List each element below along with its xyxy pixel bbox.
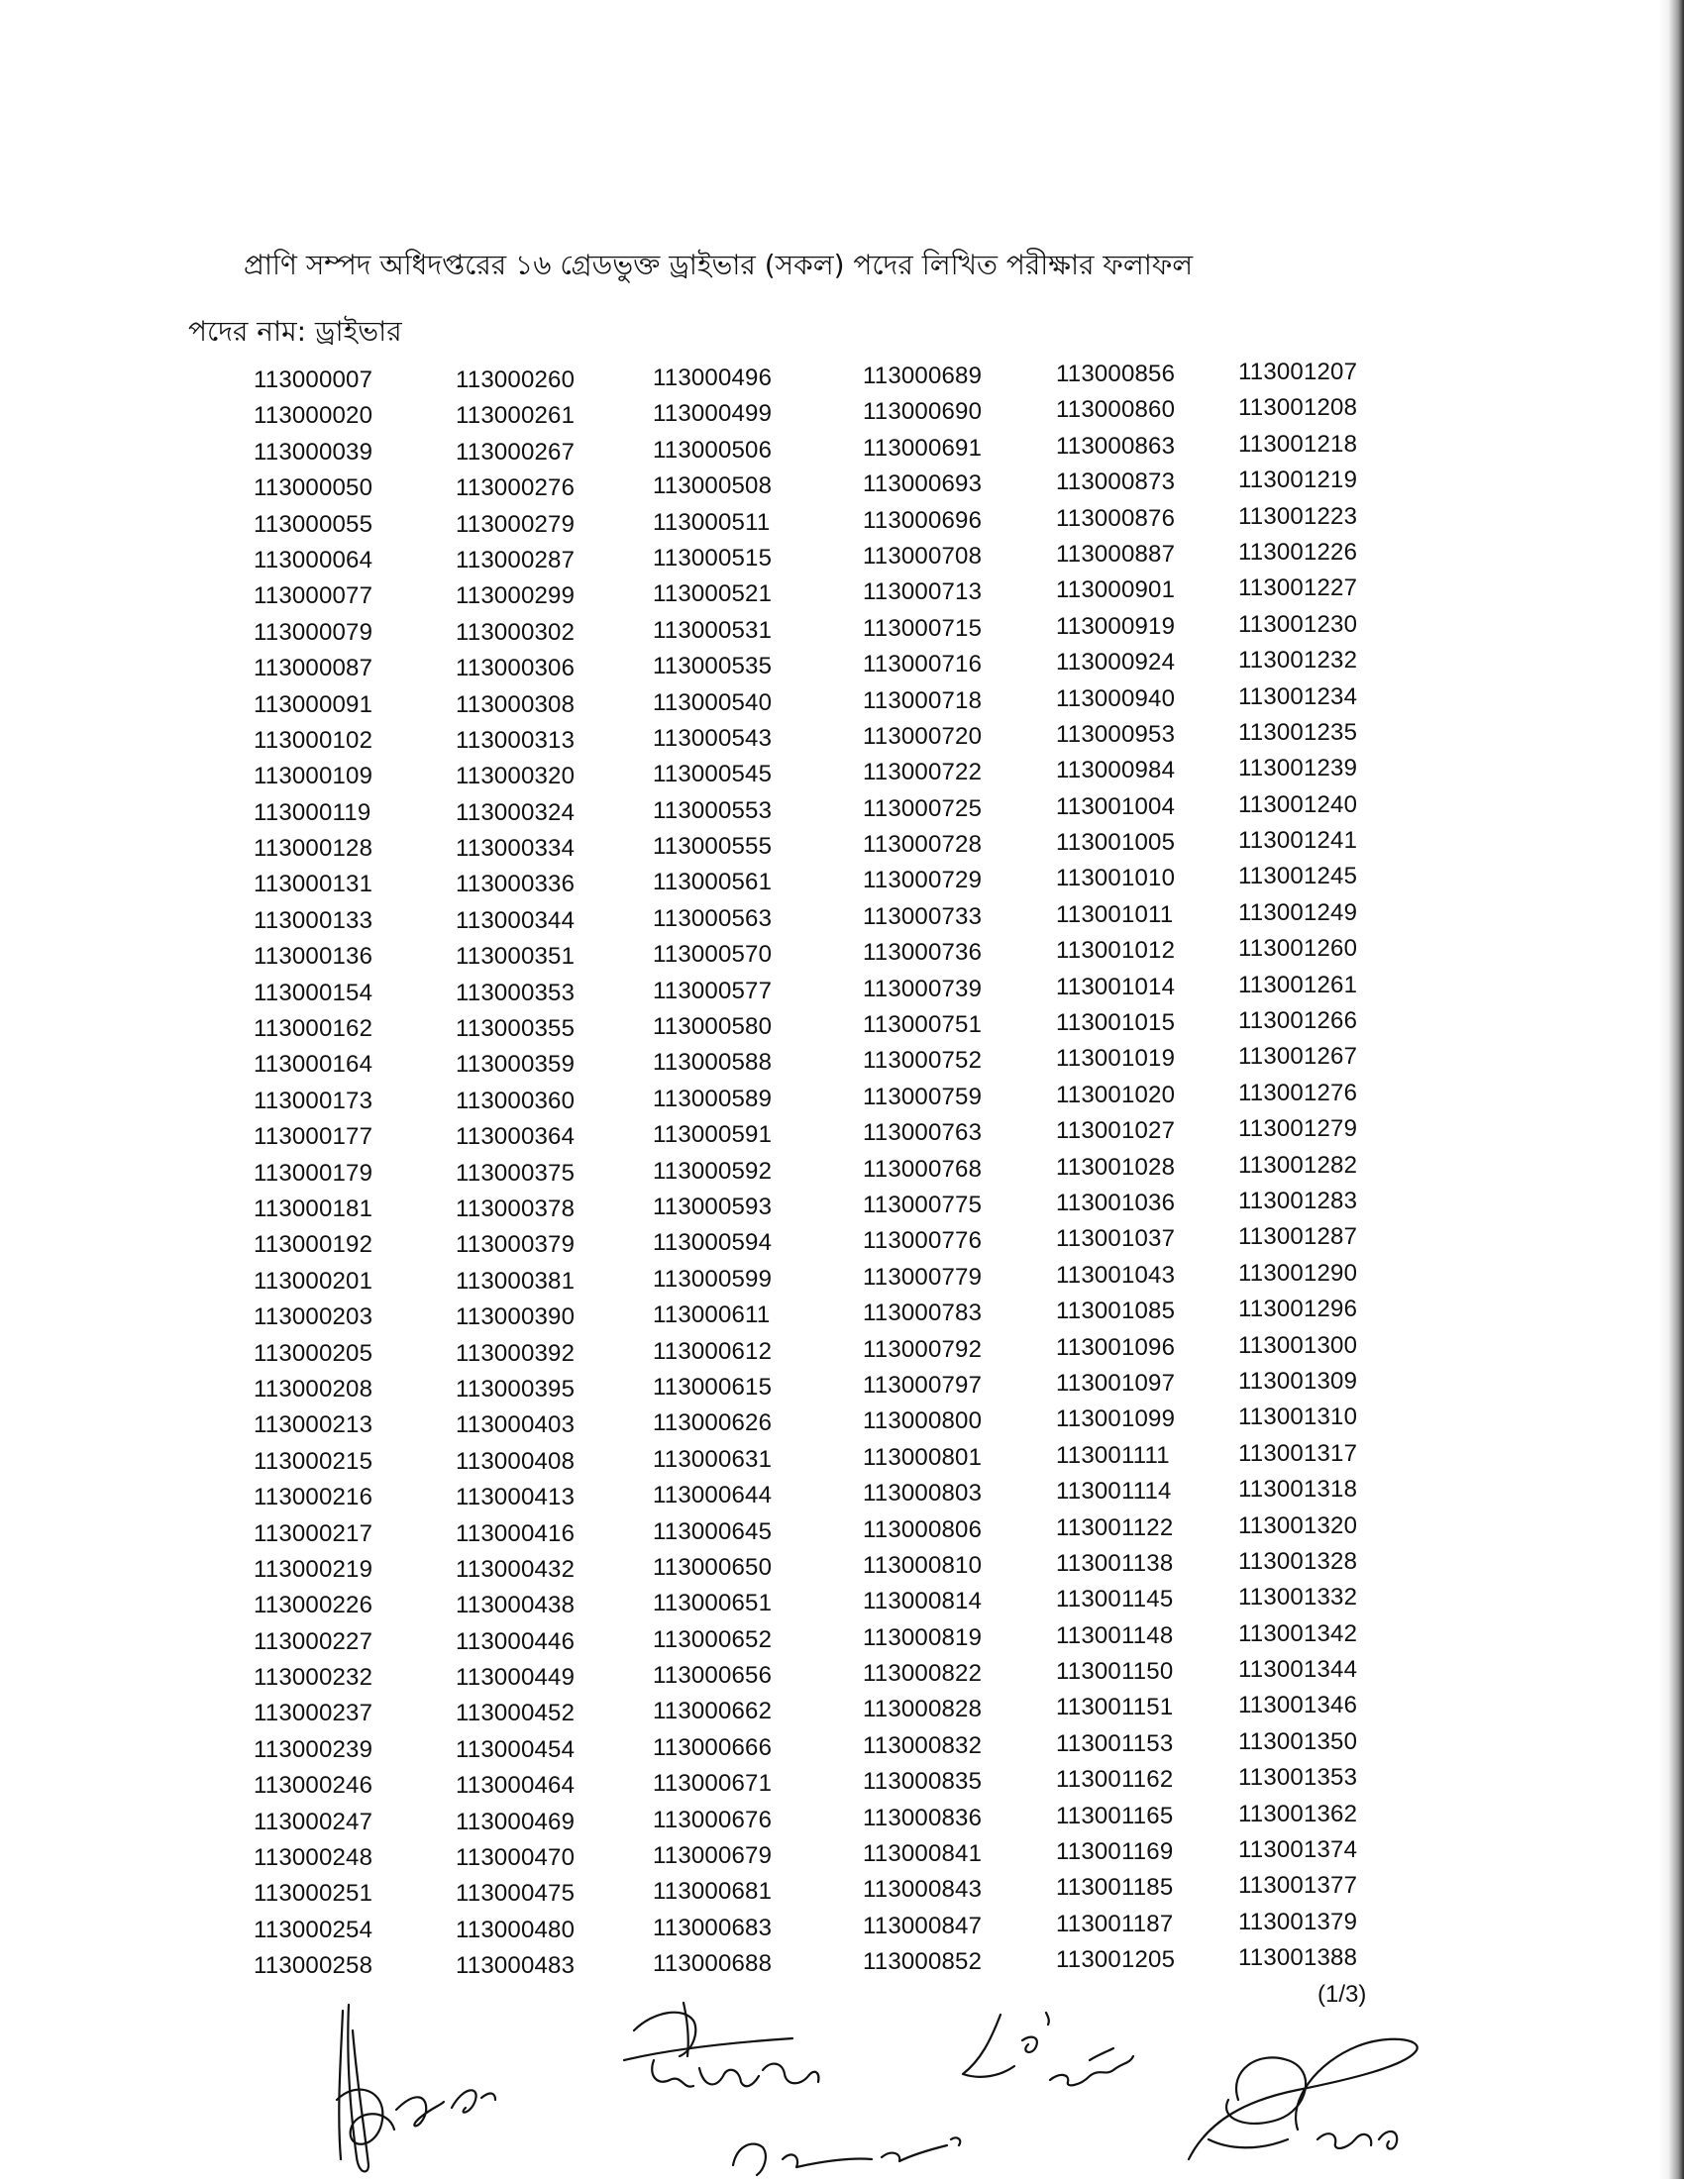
roll-number-cell: 113000683 (653, 1914, 773, 1941)
roll-number-table (254, 359, 1397, 1985)
roll-number-cell: 113001374 (1238, 1836, 1358, 1864)
roll-number-cell: 113000336 (456, 871, 576, 898)
roll-number-cell: 113001318 (1238, 1476, 1358, 1504)
roll-number-cell: 113000181 (254, 1195, 373, 1222)
roll-number-cell: 113000819 (863, 1623, 983, 1651)
scan-page-edge (1658, 0, 1684, 2179)
roll-number-cell: 113001219 (1238, 467, 1358, 494)
roll-number-cell: 113000580 (653, 1013, 773, 1041)
roll-number-cell: 113000313 (456, 726, 576, 754)
roll-number-cell: 113000718 (863, 686, 983, 714)
roll-number-cell: 113001145 (1056, 1586, 1174, 1613)
roll-number-cell: 113000164 (254, 1051, 373, 1079)
roll-number-cell: 113001353 (1238, 1764, 1358, 1792)
roll-number-cell: 113000688 (653, 1950, 773, 1978)
roll-number-cell: 113000644 (653, 1482, 773, 1509)
roll-number-cell: 113000984 (1056, 757, 1176, 784)
roll-number-cell: 113001245 (1238, 863, 1358, 890)
roll-number-cell: 113001317 (1238, 1439, 1358, 1467)
roll-number-cell: 113000246 (254, 1772, 373, 1800)
roll-number-cell: 113000612 (653, 1337, 773, 1365)
roll-number-cell: 113000588 (653, 1049, 773, 1077)
roll-number-cell: 113000258 (254, 1952, 373, 1980)
roll-number-cell: 113000237 (254, 1700, 373, 1727)
roll-number-cell: 113000797 (863, 1371, 983, 1399)
roll-number-cell: 113000203 (254, 1303, 373, 1331)
roll-number-cell: 113000267 (456, 438, 576, 466)
roll-number-cell: 113000216 (254, 1484, 373, 1511)
roll-number-cell: 113000591 (653, 1121, 773, 1149)
roll-number-cell: 113000351 (456, 943, 576, 971)
roll-number-cell: 113000733 (863, 902, 983, 930)
roll-column-6 (1238, 355, 1397, 1985)
roll-number-cell: 113000020 (254, 402, 373, 430)
roll-number-cell: 113000109 (254, 763, 373, 790)
roll-number-cell: 113000800 (863, 1407, 983, 1435)
roll-number-cell: 113000432 (456, 1555, 576, 1583)
roll-number-cell: 113000662 (653, 1698, 773, 1725)
roll-number-cell: 113001320 (1238, 1511, 1358, 1539)
roll-number-cell: 113000589 (653, 1085, 773, 1112)
roll-number-cell: 113001010 (1056, 865, 1176, 892)
roll-number-cell: 113000408 (456, 1447, 576, 1475)
post-name-label: পদের নাম: (188, 315, 307, 348)
roll-number-cell: 113000261 (456, 402, 576, 430)
roll-number-cell: 113000499 (653, 400, 773, 428)
roll-number-cell: 113001266 (1238, 1007, 1358, 1035)
roll-number-cell: 113000179 (254, 1159, 373, 1187)
roll-number-cell: 113000728 (863, 831, 983, 859)
roll-column-3 (653, 361, 863, 1985)
roll-number-cell: 113000792 (863, 1335, 983, 1363)
roll-number-cell: 113001287 (1238, 1223, 1358, 1251)
roll-number-cell: 113000713 (863, 578, 983, 606)
roll-number-cell: 113000128 (254, 835, 373, 863)
roll-number-cell: 113000133 (254, 906, 373, 934)
roll-number-cell: 113000173 (254, 1087, 373, 1114)
roll-number-cell: 113001350 (1238, 1727, 1358, 1755)
roll-number-cell: 113000007 (254, 366, 373, 393)
roll-number-cell: 113000344 (456, 906, 576, 934)
roll-number-cell: 113000563 (653, 904, 773, 932)
roll-number-cell: 113001165 (1056, 1802, 1174, 1829)
roll-number-cell: 113000162 (254, 1015, 373, 1043)
roll-number-cell: 113001240 (1238, 790, 1358, 818)
roll-number-cell: 113000873 (1056, 468, 1176, 496)
roll-number-cell: 113001185 (1056, 1874, 1174, 1902)
roll-number-cell: 113000390 (456, 1303, 576, 1331)
roll-number-cell: 113000201 (254, 1267, 373, 1295)
roll-number-cell: 113001227 (1238, 574, 1358, 602)
roll-number-cell: 113000656 (653, 1662, 773, 1690)
roll-number-cell: 113001036 (1056, 1189, 1176, 1216)
roll-number-cell: 113001019 (1056, 1045, 1176, 1073)
roll-number-cell: 113000464 (456, 1772, 576, 1800)
roll-number-cell: 113000822 (863, 1660, 983, 1688)
roll-number-cell: 113000776 (863, 1227, 983, 1255)
roll-number-cell: 113001290 (1238, 1259, 1358, 1287)
roll-number-cell: 113001151 (1056, 1694, 1174, 1721)
roll-number-cell: 113000561 (653, 869, 773, 896)
roll-number-cell: 113001005 (1056, 829, 1176, 857)
roll-number-cell: 113000260 (456, 366, 576, 393)
roll-number-cell: 113000953 (1056, 720, 1176, 748)
roll-number-cell: 113001037 (1056, 1225, 1176, 1253)
roll-number-cell: 113000375 (456, 1159, 576, 1187)
roll-number-cell: 113000651 (653, 1590, 773, 1617)
roll-number-cell: 113001011 (1056, 900, 1174, 928)
roll-number-cell: 113000570 (653, 941, 773, 969)
roll-number-cell: 113001187 (1056, 1910, 1174, 1937)
roll-number-cell: 113001169 (1056, 1838, 1174, 1866)
roll-number-cell: 113001388 (1238, 1944, 1358, 1972)
roll-number-cell: 113001207 (1238, 359, 1358, 385)
roll-number-cell: 113000213 (254, 1411, 373, 1439)
roll-number-cell: 113001230 (1238, 610, 1358, 638)
roll-number-cell: 113000715 (863, 614, 983, 642)
roll-number-cell: 113000287 (456, 546, 576, 573)
roll-number-cell: 113000050 (254, 474, 373, 502)
roll-number-cell: 113000483 (456, 1952, 576, 1980)
roll-number-cell: 113001379 (1238, 1908, 1358, 1935)
roll-number-cell: 113001310 (1238, 1404, 1358, 1431)
signature-area (0, 1991, 1684, 2179)
roll-number-cell: 113001148 (1056, 1621, 1174, 1649)
roll-number-cell: 113000535 (653, 653, 773, 680)
roll-number-cell: 113000496 (653, 364, 773, 391)
roll-number-cell: 113001282 (1238, 1151, 1358, 1179)
roll-number-cell: 113000860 (1056, 396, 1176, 424)
roll-number-cell: 113000131 (254, 871, 373, 898)
roll-number-cell: 113000843 (863, 1876, 983, 1904)
roll-number-cell: 113000449 (456, 1664, 576, 1692)
roll-number-cell: 113000577 (653, 977, 773, 1004)
roll-number-cell: 113001223 (1238, 502, 1358, 530)
roll-number-cell: 113000814 (863, 1588, 983, 1615)
roll-number-cell: 113000177 (254, 1123, 373, 1151)
roll-number-cell: 113000555 (653, 833, 773, 861)
roll-number-cell: 113000736 (863, 939, 983, 967)
roll-number-cell: 113001099 (1056, 1405, 1176, 1433)
roll-number-cell: 113000192 (254, 1231, 373, 1259)
roll-number-cell: 113000308 (456, 690, 576, 718)
roll-number-cell: 113000599 (653, 1265, 773, 1293)
roll-number-cell: 113000227 (254, 1627, 373, 1655)
roll-number-cell: 113001138 (1056, 1549, 1174, 1577)
roll-number-cell: 113001218 (1238, 430, 1358, 458)
roll-number-cell: 113000901 (1056, 576, 1176, 604)
roll-number-cell: 113000279 (456, 510, 576, 538)
roll-number-cell: 113000716 (863, 651, 983, 678)
roll-number-cell: 113000679 (653, 1842, 773, 1870)
roll-number-cell: 113001239 (1238, 755, 1358, 782)
roll-number-cell: 113001377 (1238, 1872, 1358, 1900)
roll-number-cell: 113001153 (1056, 1729, 1174, 1757)
roll-number-cell: 113000836 (863, 1804, 983, 1831)
roll-number-cell: 113000452 (456, 1700, 576, 1727)
roll-number-cell: 113000887 (1056, 540, 1176, 568)
roll-number-cell: 113000531 (653, 616, 773, 644)
roll-number-cell: 113001235 (1238, 718, 1358, 746)
roll-number-cell: 113000631 (653, 1445, 773, 1473)
roll-number-cell: 113000395 (456, 1375, 576, 1403)
roll-number-cell: 113000469 (456, 1808, 576, 1835)
roll-number-cell: 113000810 (863, 1551, 983, 1579)
roll-number-cell: 113000515 (653, 544, 773, 572)
roll-number-cell: 113000779 (863, 1263, 983, 1291)
document-title: প্রাণি সম্পদ অধিদপ্তরের ১৬ গ্রেডভুক্ত ড্রাইভার (সকল) পদের লিখিত পরীক্ষার ফলাফল (244, 249, 1194, 281)
roll-number-cell: 113000403 (456, 1411, 576, 1439)
page-indicator: (1/3) (1317, 1981, 1367, 2008)
roll-number-cell: 113000652 (653, 1625, 773, 1653)
roll-number-cell: 113000768 (863, 1155, 983, 1183)
roll-number-cell: 113000708 (863, 542, 983, 570)
roll-number-cell: 113000324 (456, 798, 576, 826)
roll-number-cell: 113001249 (1238, 898, 1358, 926)
roll-number-cell: 113000801 (863, 1443, 983, 1471)
roll-number-cell: 113001261 (1238, 971, 1358, 998)
roll-number-cell: 113000725 (863, 794, 983, 822)
roll-number-cell: 113000215 (254, 1447, 373, 1475)
roll-number-cell: 113000611 (653, 1301, 771, 1329)
roll-number-cell: 113000219 (254, 1555, 373, 1583)
roll-number-cell: 113000751 (863, 1011, 983, 1039)
roll-number-cell: 113001015 (1056, 1009, 1176, 1037)
roll-number-cell: 113000615 (653, 1373, 773, 1401)
roll-number-cell: 113000039 (254, 438, 373, 466)
roll-number-cell: 113000364 (456, 1123, 576, 1151)
roll-number-cell: 113001111 (1056, 1441, 1170, 1469)
roll-number-cell: 113000832 (863, 1731, 983, 1759)
roll-number-cell: 113000592 (653, 1157, 773, 1185)
roll-number-cell: 113000154 (254, 979, 373, 1006)
roll-number-cell: 113000545 (653, 761, 773, 788)
roll-number-cell: 113001085 (1056, 1298, 1176, 1325)
roll-number-cell: 113000136 (254, 943, 373, 971)
post-name-value: ড্রাইভার (315, 315, 402, 348)
roll-number-cell: 113000251 (254, 1880, 373, 1908)
signature-3 (963, 2013, 1133, 2085)
roll-number-cell: 113001012 (1056, 937, 1176, 965)
roll-number-cell: 113001342 (1238, 1619, 1358, 1647)
roll-number-cell: 113000739 (863, 975, 983, 1002)
roll-column-1 (254, 363, 456, 1985)
roll-number-cell: 113000521 (653, 580, 773, 608)
roll-number-cell: 113001279 (1238, 1115, 1358, 1143)
roll-number-cell: 113001226 (1238, 538, 1358, 566)
roll-number-cell: 113000205 (254, 1339, 373, 1367)
roll-number-cell: 113000359 (456, 1051, 576, 1079)
roll-number-cell: 113001232 (1238, 647, 1358, 675)
roll-column-2 (456, 363, 653, 1985)
signature-4 (733, 2137, 960, 2175)
roll-number-cell: 113001296 (1238, 1296, 1358, 1323)
roll-number-cell: 113001309 (1238, 1367, 1358, 1395)
roll-number-cell: 113001028 (1056, 1153, 1176, 1181)
roll-number-cell: 113000355 (456, 1015, 576, 1043)
roll-number-cell: 113001276 (1238, 1079, 1358, 1106)
roll-number-cell: 113000306 (456, 655, 576, 682)
roll-number-cell: 113001267 (1238, 1043, 1358, 1071)
roll-number-cell: 113000299 (456, 582, 576, 610)
roll-number-cell: 113000720 (863, 722, 983, 750)
roll-number-cell: 113000102 (254, 726, 373, 754)
roll-number-cell: 113000392 (456, 1339, 576, 1367)
roll-number-cell: 113000691 (863, 434, 983, 462)
roll-number-cell: 113000666 (653, 1733, 773, 1761)
roll-number-cell: 113000454 (456, 1735, 576, 1763)
roll-number-cell: 113000232 (254, 1664, 373, 1692)
roll-number-cell: 113000722 (863, 759, 983, 786)
roll-number-cell: 113000208 (254, 1375, 373, 1403)
roll-column-5 (1056, 357, 1238, 1985)
roll-number-cell: 113001122 (1056, 1513, 1174, 1541)
roll-number-cell: 113001328 (1238, 1547, 1358, 1575)
roll-number-cell: 113000835 (863, 1768, 983, 1796)
signatures-drawing (0, 1991, 1684, 2179)
signature-2 (624, 2003, 818, 2087)
roll-number-cell: 113001014 (1056, 973, 1176, 1000)
signature-5 (1189, 2039, 1418, 2159)
roll-number-cell: 113000689 (863, 363, 983, 389)
roll-number-cell: 113000480 (456, 1916, 576, 1943)
roll-number-cell: 113001043 (1056, 1261, 1176, 1289)
roll-number-cell: 113000803 (863, 1480, 983, 1508)
roll-number-cell: 113000470 (456, 1844, 576, 1872)
roll-number-cell: 113000650 (653, 1553, 773, 1581)
roll-number-cell: 113001346 (1238, 1692, 1358, 1719)
roll-number-cell: 113000475 (456, 1880, 576, 1908)
roll-number-cell: 113000416 (456, 1519, 576, 1547)
roll-number-cell: 113000119 (254, 798, 371, 826)
roll-number-cell: 113000087 (254, 655, 373, 682)
roll-number-cell: 113000077 (254, 582, 373, 610)
roll-number-cell: 113000828 (863, 1696, 983, 1723)
roll-number-cell: 113000696 (863, 506, 983, 534)
roll-number-cell: 113001234 (1238, 682, 1358, 710)
roll-number-cell: 113000360 (456, 1087, 576, 1114)
roll-number-cell: 113001004 (1056, 792, 1176, 820)
roll-number-cell: 113001344 (1238, 1656, 1358, 1684)
roll-number-cell: 113000690 (863, 398, 983, 426)
roll-number-cell: 113000353 (456, 979, 576, 1006)
roll-number-cell: 113001205 (1056, 1946, 1176, 1974)
roll-number-cell: 113001114 (1056, 1478, 1172, 1506)
roll-number-cell: 113000064 (254, 546, 373, 573)
roll-number-cell: 113001097 (1056, 1369, 1176, 1397)
roll-number-cell: 113000671 (653, 1770, 773, 1798)
roll-number-cell: 113000752 (863, 1047, 983, 1075)
roll-number-cell: 113000217 (254, 1519, 373, 1547)
roll-number-cell: 113000841 (863, 1840, 983, 1868)
roll-number-cell: 113001283 (1238, 1187, 1358, 1214)
roll-number-cell: 113000806 (863, 1515, 983, 1543)
roll-number-cell: 113001150 (1056, 1658, 1174, 1686)
roll-number-cell: 113000919 (1056, 612, 1176, 640)
roll-number-cell: 113000543 (653, 724, 773, 752)
roll-number-cell: 113000446 (456, 1627, 576, 1655)
roll-number-cell: 113000302 (456, 618, 576, 646)
roll-number-cell: 113000783 (863, 1300, 983, 1327)
roll-number-cell: 113001027 (1056, 1117, 1176, 1145)
roll-number-cell: 113001020 (1056, 1081, 1176, 1108)
roll-number-cell: 113000239 (254, 1735, 373, 1763)
roll-number-cell: 113000508 (653, 472, 773, 500)
roll-number-cell: 113001241 (1238, 827, 1358, 855)
roll-number-cell: 113000540 (653, 688, 773, 716)
roll-number-cell: 113000681 (653, 1878, 773, 1906)
roll-number-cell: 113000759 (863, 1083, 983, 1110)
roll-number-cell: 113001332 (1238, 1584, 1358, 1612)
roll-number-cell: 113000924 (1056, 649, 1176, 676)
roll-number-cell: 113000856 (1056, 361, 1176, 387)
roll-number-cell: 113000763 (863, 1119, 983, 1147)
roll-number-cell: 113000334 (456, 835, 576, 863)
roll-number-cell: 113001260 (1238, 935, 1358, 963)
signature-1 (337, 2005, 495, 2171)
roll-number-cell: 113000626 (653, 1409, 773, 1437)
roll-number-cell: 113000593 (653, 1193, 773, 1220)
roll-number-cell: 113000852 (863, 1948, 983, 1976)
roll-number-cell: 113000693 (863, 470, 983, 498)
roll-number-cell: 113000847 (863, 1912, 983, 1939)
roll-number-cell: 113000645 (653, 1517, 773, 1545)
roll-number-cell: 113000511 (653, 508, 771, 536)
roll-number-cell: 113000320 (456, 763, 576, 790)
roll-number-cell: 113000438 (456, 1592, 576, 1619)
roll-number-cell: 113000413 (456, 1484, 576, 1511)
roll-number-cell: 113000247 (254, 1808, 373, 1835)
roll-number-cell: 113001208 (1238, 394, 1358, 422)
roll-number-cell: 113001162 (1056, 1766, 1174, 1794)
roll-number-cell: 113000381 (456, 1267, 576, 1295)
roll-number-cell: 113000248 (254, 1844, 373, 1872)
roll-number-cell: 113000676 (653, 1806, 773, 1833)
roll-column-4 (863, 359, 1056, 1985)
roll-number-cell: 113000378 (456, 1195, 576, 1222)
roll-number-cell: 113000506 (653, 436, 773, 464)
roll-number-cell: 113000379 (456, 1231, 576, 1259)
roll-number-cell: 113001096 (1056, 1333, 1176, 1361)
roll-number-cell: 113000276 (456, 474, 576, 502)
roll-number-cell: 113001362 (1238, 1800, 1358, 1827)
roll-number-cell: 113000775 (863, 1191, 983, 1218)
post-name-line (188, 310, 402, 354)
roll-number-cell: 113000079 (254, 618, 373, 646)
roll-number-cell: 113000254 (254, 1916, 373, 1943)
roll-number-cell: 113000863 (1056, 432, 1176, 460)
roll-number-cell: 113000055 (254, 510, 373, 538)
roll-number-cell: 113001300 (1238, 1331, 1358, 1359)
roll-number-cell: 113000091 (254, 690, 373, 718)
roll-number-cell: 113000729 (863, 867, 983, 894)
roll-number-cell: 113000553 (653, 796, 773, 824)
roll-number-cell: 113000940 (1056, 684, 1176, 712)
roll-number-cell: 113000594 (653, 1229, 773, 1257)
roll-number-cell: 113000226 (254, 1592, 373, 1619)
roll-number-cell: 113000876 (1056, 504, 1176, 532)
